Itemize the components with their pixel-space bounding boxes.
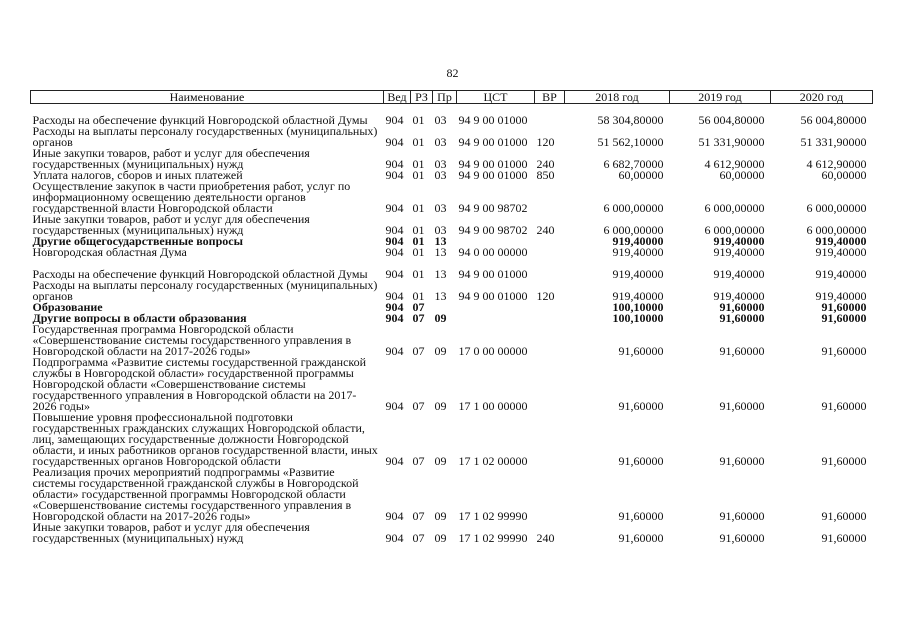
cell-pr: 03: [434, 134, 447, 148]
cell-name: Новгородская областная Дума: [32, 246, 187, 258]
cell-rz: 07: [412, 343, 425, 357]
cell-pr: 03: [434, 112, 447, 126]
cell-ved: 904: [385, 453, 404, 467]
table-header-row: [31, 91, 873, 104]
cell-cst: 94 9 00 98702: [458, 200, 528, 214]
table-row: [31, 258, 873, 280]
cell-rz: 07: [412, 398, 425, 412]
cell-pr: 03: [434, 200, 447, 214]
cell-cst: 94 9 00 01000: [458, 112, 528, 126]
column-header-name: Наименование: [31, 91, 384, 104]
cell-rz: 01: [412, 235, 425, 247]
cell-2018: 91,60000: [618, 530, 664, 544]
cell-vr: 240: [536, 156, 555, 170]
cell-name: Другие вопросы в области образования: [32, 312, 247, 324]
cell-rz: 01: [412, 266, 425, 280]
cell-cst: 94 0 00 00000: [458, 246, 528, 258]
cell-cst: 17 1 02 99990: [458, 508, 528, 522]
cell-pr: 13: [434, 246, 447, 258]
cell-vr: [535, 357, 565, 412]
cell-ved: 904: [385, 312, 404, 324]
cell-ved: 904: [385, 134, 404, 148]
cell-2018: 100,10000: [612, 312, 664, 324]
cell-pr: 13: [434, 235, 447, 247]
table-row: [31, 181, 873, 214]
cell-rz: 07: [412, 301, 425, 313]
cell-cst: 94 9 00 01000: [458, 288, 528, 302]
cell-2019: 56 004,80000: [698, 112, 765, 126]
cell-ved: 904: [385, 508, 404, 522]
cell-ved: 904: [385, 398, 404, 412]
table-row: [31, 280, 873, 302]
cell-name: Иные закупки товаров, работ и услуг для обеспечения государственных (муниципальных) нужд: [32, 147, 310, 170]
cell-2019: 4 612,90000: [704, 156, 765, 170]
cell-2020: 60,00000: [821, 169, 867, 181]
cell-2020: 919,40000: [815, 266, 867, 280]
cell-rz: 01: [412, 169, 425, 181]
cell-rz: 01: [412, 246, 425, 258]
column-header-2018: 2018 год: [565, 91, 670, 104]
cell-pr: 03: [434, 169, 447, 181]
cell-name: Повышение уровня профессиональной подготовки государственных гражданских служащих Новгородской области, лиц, замещающих государственные должности Новгородской области, и иных работников органов государственной власти, иных государственных органов Новгородской области: [32, 411, 378, 467]
cell-2020: 91,60000: [821, 453, 867, 467]
cell-vr: [535, 236, 565, 247]
cell-vr: 120: [536, 134, 555, 148]
cell-name: Расходы на обеспечение функций Новгородской областной Думы: [32, 112, 368, 126]
cell-name: Реализация прочих мероприятий подпрограммы «Развитие системы государственной гражданской службы в Новгородской области» государственной программы Новгородской области «Совершенствование системы государственного управления в Новгородской области на 2017-2026 годы»: [32, 466, 359, 522]
column-header-vr: ВР: [535, 91, 565, 104]
cell-2018: 51 562,10000: [597, 134, 664, 148]
cell-ved: 904: [385, 235, 404, 247]
cell-2020: 91,60000: [821, 343, 867, 357]
cell-name: Расходы на обеспечение функций Новгородской областной Думы: [32, 266, 368, 280]
cell-ved: 904: [385, 288, 404, 302]
cell-vr: [535, 104, 565, 126]
cell-2020: 4 612,90000: [806, 156, 867, 170]
cell-2019: 60,00000: [719, 169, 765, 181]
column-header-cst: ЦСТ: [457, 91, 535, 104]
cell-2019: 91,60000: [719, 398, 765, 412]
cell-name: Расходы на выплаты персоналу государственных (муниципальных) органов: [32, 279, 378, 302]
cell-rz: 01: [412, 112, 425, 126]
cell-2019: 6 000,00000: [704, 222, 765, 236]
cell-cst: 17 1 02 99990: [458, 530, 528, 544]
cell-2019: 91,60000: [719, 343, 765, 357]
cell-cst: [457, 236, 535, 247]
cell-2020: 51 331,90000: [800, 134, 867, 148]
cell-name: Осуществление закупок в части приобретения работ, услуг по информационному освещению деятельности органов государственной власти Новгородской области: [32, 180, 351, 214]
cell-2018: 60,00000: [618, 169, 664, 181]
column-header-2020: 2020 год: [771, 91, 873, 104]
cell-2018: 919,40000: [612, 266, 664, 280]
cell-vr: [535, 467, 565, 522]
cell-name: Уплата налогов, сборов и иных платежей: [32, 169, 243, 181]
cell-ved: 904: [385, 301, 404, 313]
cell-2020: 6 000,00000: [806, 222, 867, 236]
cell-2020: 919,40000: [815, 235, 867, 247]
cell-2020: 91,60000: [821, 301, 867, 313]
cell-pr: 09: [434, 343, 447, 357]
cell-name: Иные закупки товаров, работ и услуг для обеспечения государственных (муниципальных) нужд: [32, 213, 310, 236]
cell-2018: 58 304,80000: [597, 112, 664, 126]
cell-cst: 94 9 00 01000: [458, 266, 528, 280]
cell-2020: 91,60000: [821, 508, 867, 522]
cell-cst: [457, 313, 535, 324]
cell-2019: 91,60000: [719, 312, 765, 324]
cell-rz: 01: [412, 288, 425, 302]
cell-vr: [535, 247, 565, 258]
cell-pr: 13: [434, 266, 447, 280]
cell-2019: 51 331,90000: [698, 134, 765, 148]
cell-name: Другие общегосударственные вопросы: [32, 235, 243, 247]
cell-cst: 17 0 00 00000: [458, 343, 528, 357]
cell-cst: 17 1 00 00000: [458, 398, 528, 412]
cell-ved: 904: [385, 112, 404, 126]
table-row: [31, 324, 873, 357]
cell-2020: 919,40000: [815, 288, 867, 302]
cell-name: Подпрограмма «Развитие системы государственной гражданской службы в Новгородской области» государственной программы Новгородской области «Совершенствование системы государственного управления в Новгородской области на 2017-2026 годы»: [32, 356, 367, 412]
cell-pr: 03: [434, 222, 447, 236]
cell-rz: 07: [412, 530, 425, 544]
column-header-2019: 2019 год: [670, 91, 771, 104]
cell-ved: 904: [385, 266, 404, 280]
page-number: 82: [446, 66, 459, 80]
column-header-pr: Пр: [433, 91, 457, 104]
cell-vr: 240: [536, 530, 555, 544]
cell-pr: 09: [434, 530, 447, 544]
cell-cst: 94 9 00 01000: [458, 156, 528, 170]
cell-vr: [535, 412, 565, 467]
cell-2018: 919,40000: [612, 246, 664, 258]
cell-2019: 6 000,00000: [704, 200, 765, 214]
cell-2020: 91,60000: [821, 530, 867, 544]
column-header-rz: РЗ: [411, 91, 433, 104]
cell-ved: 904: [385, 169, 404, 181]
cell-2019: 919,40000: [713, 246, 765, 258]
cell-2019: 91,60000: [719, 453, 765, 467]
cell-pr: 09: [434, 508, 447, 522]
cell-name: Расходы на выплаты персоналу государственных (муниципальных) органов: [32, 125, 378, 148]
cell-rz: 07: [412, 508, 425, 522]
table-row: [31, 148, 873, 170]
cell-2020: 919,40000: [815, 246, 867, 258]
cell-pr: 09: [434, 453, 447, 467]
cell-2018: 100,10000: [612, 301, 664, 313]
cell-2018: 91,60000: [618, 508, 664, 522]
cell-2018: 6 682,70000: [603, 156, 664, 170]
cell-2018: 6 000,00000: [603, 222, 664, 236]
cell-vr: [535, 258, 565, 280]
cell-vr: [535, 302, 565, 313]
cell-2019: 919,40000: [713, 266, 765, 280]
cell-vr: 120: [536, 288, 555, 302]
cell-pr: [433, 302, 457, 313]
cell-2018: 91,60000: [618, 398, 664, 412]
cell-ved: 904: [385, 530, 404, 544]
cell-name: Образование: [32, 301, 103, 313]
cell-cst: 94 9 00 01000: [458, 169, 528, 181]
cell-name: Государственная программа Новгородской области «Совершенствование системы государственного управления в Новгородской области на 2017-2026 годы»: [32, 323, 352, 357]
cell-2018: 919,40000: [612, 288, 664, 302]
table-row: [31, 412, 873, 467]
cell-pr: 09: [434, 312, 447, 324]
table-row: [31, 126, 873, 148]
cell-cst: 94 9 00 98702: [458, 222, 528, 236]
table-row: [31, 313, 873, 324]
cell-ved: 904: [385, 222, 404, 236]
cell-2019: 91,60000: [719, 530, 765, 544]
cell-2018: 919,40000: [612, 235, 664, 247]
column-header-ved: Вед: [384, 91, 411, 104]
cell-vr: [535, 313, 565, 324]
cell-vr: 850: [536, 169, 555, 181]
cell-ved: 904: [385, 343, 404, 357]
cell-rz: 01: [412, 200, 425, 214]
cell-2020: 6 000,00000: [806, 200, 867, 214]
cell-name: Иные закупки товаров, работ и услуг для обеспечения государственных (муниципальных) нужд: [32, 521, 310, 544]
cell-ved: 904: [385, 246, 404, 258]
table-row: [31, 302, 873, 313]
cell-ved: 904: [385, 156, 404, 170]
cell-rz: 01: [412, 222, 425, 236]
cell-2018: 91,60000: [618, 343, 664, 357]
budget-table: [30, 90, 873, 544]
cell-cst: [457, 302, 535, 313]
table-body: [31, 104, 873, 544]
cell-2018: 91,60000: [618, 453, 664, 467]
cell-2020: 91,60000: [821, 398, 867, 412]
cell-rz: 07: [412, 312, 425, 324]
cell-pr: 09: [434, 398, 447, 412]
cell-2019: 91,60000: [719, 301, 765, 313]
cell-rz: 01: [412, 134, 425, 148]
cell-2019: 919,40000: [713, 288, 765, 302]
table-row: [31, 214, 873, 236]
table-row: [31, 236, 873, 247]
cell-2019: 91,60000: [719, 508, 765, 522]
cell-cst: 17 1 02 00000: [458, 453, 528, 467]
table-row: [31, 104, 873, 126]
cell-2019: 919,40000: [713, 235, 765, 247]
table-row: [31, 170, 873, 181]
cell-2020: 56 004,80000: [800, 112, 867, 126]
table-row: [31, 467, 873, 522]
table-row: [31, 247, 873, 258]
cell-ved: 904: [385, 200, 404, 214]
cell-pr: 13: [434, 288, 447, 302]
cell-rz: 01: [412, 156, 425, 170]
cell-vr: [535, 324, 565, 357]
cell-2020: 91,60000: [821, 312, 867, 324]
cell-pr: 03: [434, 156, 447, 170]
cell-rz: 07: [412, 453, 425, 467]
cell-2018: 6 000,00000: [603, 200, 664, 214]
table-row: [31, 357, 873, 412]
cell-cst: 94 9 00 01000: [458, 134, 528, 148]
table-row: [31, 522, 873, 544]
cell-vr: 240: [536, 222, 555, 236]
cell-vr: [535, 181, 565, 214]
